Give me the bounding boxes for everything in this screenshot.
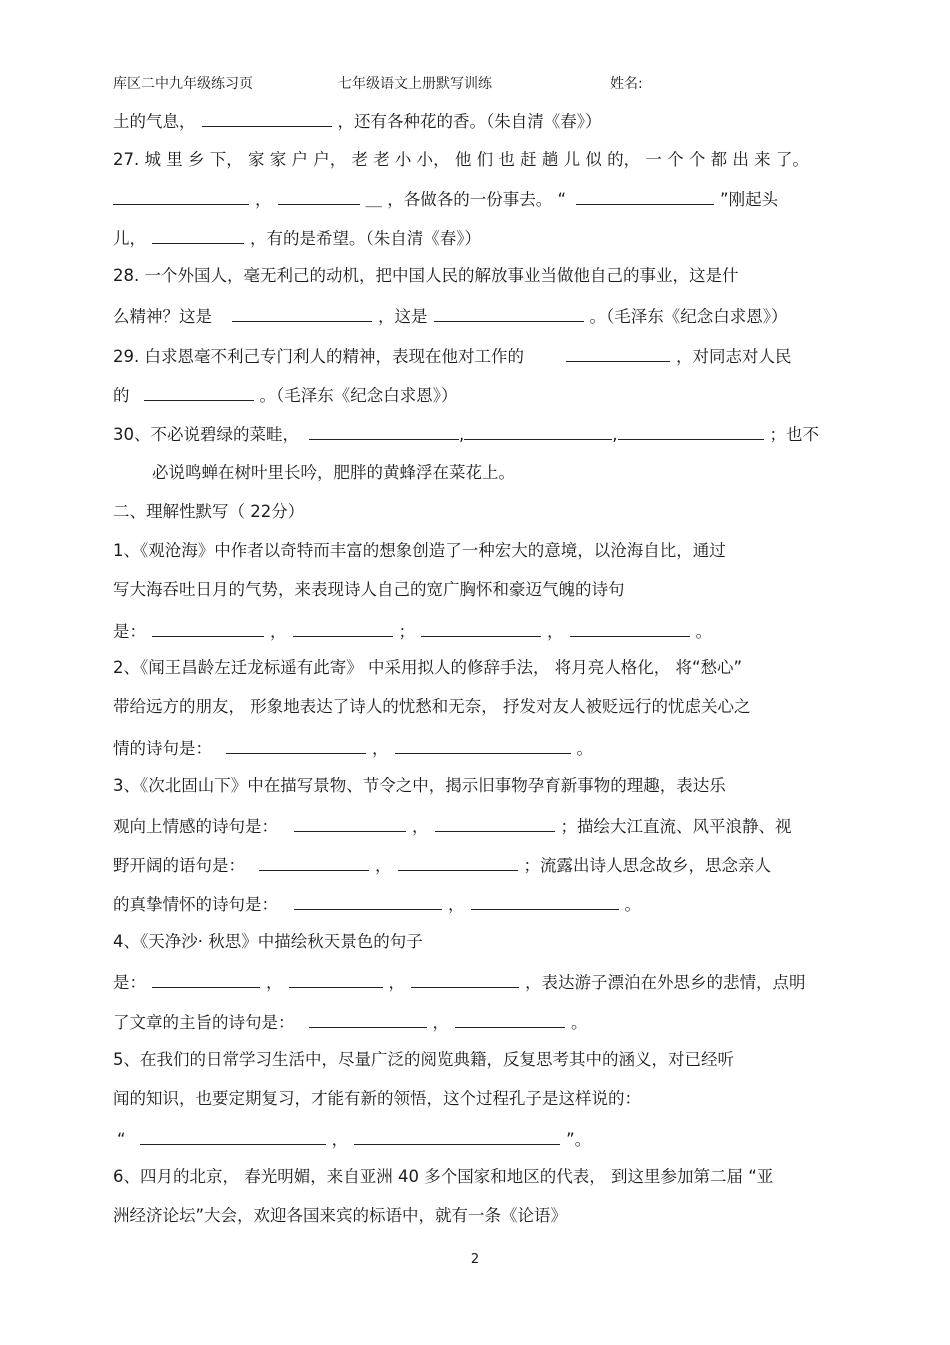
answer-blank[interactable] (202, 109, 332, 127)
s1-line1: 1、《观沧海》中作者以奇特而丰富的想象创造了一种宏大的意境，以沧海自比，通过 (113, 541, 726, 560)
s1-line2: 写大海吞吐日月的气势，来表现诗人自己的宽广胸怀和豪迈气魄的诗句 (113, 580, 625, 599)
s5-line3: “ ， ”。 (113, 1127, 840, 1151)
answer-blank[interactable] (226, 736, 366, 754)
answer-blank[interactable] (232, 304, 372, 322)
answer-blank[interactable] (411, 970, 519, 988)
q28-line2: 么精神？这是 ，这是 。（毛泽东《纪念白求恩》） (113, 304, 840, 328)
answer-blank[interactable] (434, 304, 584, 322)
answer-blank[interactable] (259, 853, 369, 871)
answer-blank[interactable] (435, 814, 555, 832)
answer-blank[interactable] (464, 422, 612, 440)
s2-line2: 带给远方的朋友， 形象地表达了诗人的忧愁和无奈， 抒发对友人被贬远行的忧虑关心之 (113, 697, 751, 716)
answer-blank[interactable] (152, 619, 264, 637)
answer-blank[interactable] (309, 1010, 427, 1028)
answer-blank[interactable] (398, 853, 518, 871)
s5-line1: 5、在我们的日常学习生活中，尽量广泛的阅览典籍，反复思考其中的涵义，对已经听 (113, 1050, 734, 1069)
answer-blank[interactable] (570, 619, 690, 637)
section2-title: 二、理解性默写（ 22分） (113, 502, 305, 521)
answer-blank[interactable] (618, 422, 764, 440)
s3-line3: 野开阔的语句是： ， ；流露出诗人思念故乡，思念亲人 (113, 853, 840, 877)
answer-blank[interactable] (294, 892, 442, 910)
answer-blank[interactable] (289, 970, 383, 988)
s5-line2: 闻的知识，也要定期复习，才能有新的领悟，这个过程孔子是这样说的： (113, 1089, 641, 1108)
q27-line3: 儿， ，有的是希望。（朱自清《春》） (113, 226, 840, 250)
q30-line2: 必说鸣蝉在树叶里长吟，肥胖的黄蜂浮在菜花上。 (152, 463, 515, 482)
answer-blank[interactable] (566, 344, 670, 362)
s2-line1: 2、《闻王昌龄左迁龙标遥有此寄》 中采用拟人的修辞手法， 将月亮人格化， 将“愁心” (113, 658, 743, 677)
q30-line1: 30、不必说碧绿的菜畦， , , ；也不 (113, 422, 840, 446)
s4-line1: 4、《天净沙· 秋思》中描绘秋天景色的句子 (113, 932, 423, 951)
answer-blank[interactable] (113, 187, 249, 205)
s4-line3: 了文章的主旨的诗句是： ， 。 (113, 1010, 840, 1034)
header-school: 库区二中九年级练习页 (113, 76, 253, 92)
header-subject: 七年级语文上册默写训练 (338, 76, 492, 92)
answer-blank[interactable] (471, 892, 619, 910)
answer-blank[interactable] (421, 619, 541, 637)
header-name-label: 姓名: (610, 76, 643, 92)
answer-blank[interactable] (144, 383, 254, 401)
answer-blank[interactable] (576, 187, 714, 205)
s6-line2: 洲经济论坛”大会，欢迎各国来宾的标语中，就有一条《论语》 (113, 1206, 568, 1225)
q29-line2: 的 。（毛泽东《纪念白求恩》） (113, 383, 840, 407)
q27-line1: 27. 城 里 乡 下， 家 家 户 户， 老 老 小 小， 他 们 也 赶 趟 儿 似 的， 一 个 个 都 出 来 了。 (113, 150, 809, 169)
q26-line1: 土的气息， ，还有各种花的香。（朱自清《春》） (113, 109, 840, 133)
q28-line1: 28. 一个外国人，毫无利己的动机，把中国人民的解放事业当做他自己的事业，这是什 (113, 266, 739, 285)
answer-blank[interactable] (293, 619, 393, 637)
answer-blank[interactable] (395, 736, 571, 754)
q29-line1: 29. 白求恩毫不利己专门利人的精神，表现在他对工作的 ，对同志对人民 (113, 344, 840, 368)
answer-blank[interactable] (140, 1127, 326, 1145)
answer-blank[interactable] (278, 187, 360, 205)
s3-line1: 3、《次北固山下》中在描写景物、节令之中，揭示旧事物孕育新事物的理趣，表达乐 (113, 776, 726, 795)
answer-blank[interactable] (354, 1127, 560, 1145)
page-number: 2 (470, 1252, 480, 1267)
q27-line2: ， ＿ ，各做各的一份事去。 “ ”刚起头 (113, 187, 840, 211)
answer-blank[interactable] (152, 226, 244, 244)
answer-blank[interactable] (455, 1010, 565, 1028)
answer-blank[interactable] (309, 422, 459, 440)
answer-blank[interactable] (152, 970, 260, 988)
s2-line3: 情的诗句是： ， 。 (113, 736, 840, 760)
s3-line4: 的真挚情怀的诗句是： ， 。 (113, 892, 840, 916)
s6-line1: 6、四月的北京， 春光明媚，来自亚洲 40 多个国家和地区的代表， 到这里参加第二届 “亚 (113, 1167, 774, 1186)
answer-blank[interactable] (294, 814, 406, 832)
s4-line2: 是： ， ， ，表达游子漂泊在外思乡的悲情，点明 (113, 970, 840, 994)
s3-line2: 观向上情感的诗句是： ， ；描绘大江直流、风平浪静、视 (113, 814, 840, 838)
s1-line3: 是： ， ； ， 。 (113, 619, 840, 643)
